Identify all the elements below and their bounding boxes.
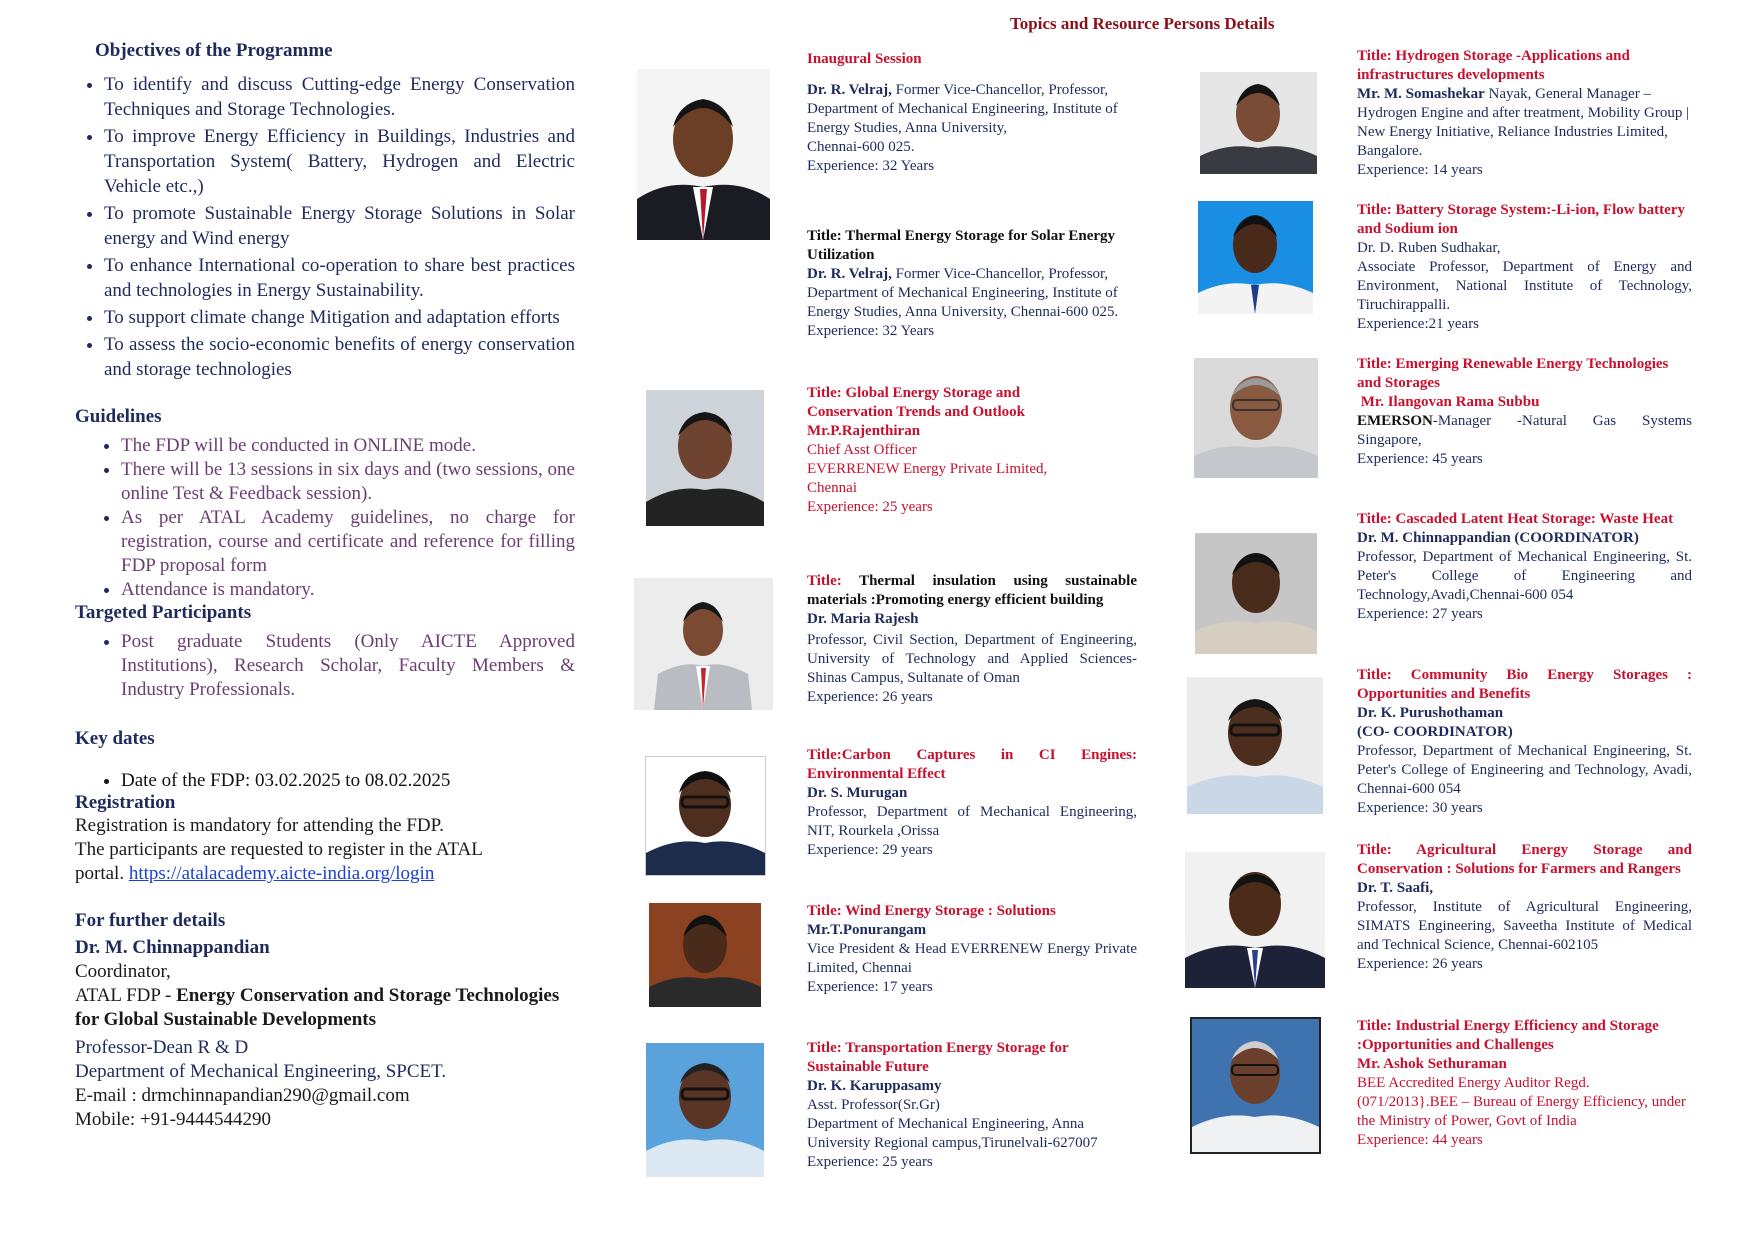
speaker-name: Mr. Ilangovan Rama Subbu [1357, 394, 1540, 410]
speaker-experience: Experience: 26 years [807, 689, 933, 705]
speaker-photo [646, 390, 764, 526]
list-item: • To promote Sustainable Energy Storage Solutions in Solar energy and Wind energy [104, 201, 575, 251]
session-title: Title: Industrial Energy Efficiency and Storage :Opportunities and Challenges [1357, 1018, 1659, 1053]
guidelines-list [75, 434, 575, 602]
session-title: Title: Community Bio Energy Storages : Opportunities and Benefits [1357, 667, 1692, 702]
session-title [807, 572, 1137, 610]
session-speaker [807, 265, 1127, 322]
session-speaker [1357, 85, 1692, 161]
list-item: • The FDP will be conducted in ONLINE mode. [121, 434, 575, 458]
speaker-desc: Professor, Department of Mechanical Engineering, St. Peter's College of Engineering and Technology, Avadi, Chennai-600 054 [1357, 743, 1692, 797]
registration-text [75, 814, 575, 886]
session-title: Title: Hydrogen Storage -Applications and infrastructures developments [1357, 48, 1630, 83]
contact-designation: Professor-Dean R & D [75, 1037, 249, 1058]
speaker-desc: Professor, Civil Section, Department of Engineering, University of Technology and Applied Sciences-Shinas Campus, Sultanate of Oman [807, 632, 1137, 686]
speaker-photo [1187, 677, 1323, 814]
session-title: Title: Global Energy Storage and Conservation Trends and Outlook [807, 385, 1025, 420]
org-name: EMERSON [1357, 413, 1433, 429]
speaker-photo [634, 578, 773, 710]
contact-program [75, 984, 575, 1032]
speaker-photo [645, 756, 766, 876]
speaker-role: Chief Asst Officer [807, 442, 917, 458]
speaker-experience: Experience: 25 years [807, 499, 933, 515]
registration-heading: Registration [75, 792, 176, 813]
contact-department: Department of Mechanical Engineering, SPCET. [75, 1061, 447, 1082]
topics-title: Topics and Resource Persons Details [1010, 14, 1275, 33]
objectives-heading: Objectives of the Programme [95, 40, 333, 61]
list-item: • There will be 13 sessions in six days and (two sessions, one online Test & Feedback session). [121, 458, 575, 506]
key-dates-heading: Key dates [75, 728, 155, 749]
session-block [1357, 841, 1692, 974]
session-title: Title: Battery Storage System:-Li-ion, Flow battery and Sodium ion [1357, 202, 1685, 237]
speaker-desc: Former Vice-Chancellor, Professor, Department of Mechanical Engineering, Institute of Energy Studies, Anna University, Chennai-600 025. [807, 266, 1119, 320]
session-block [807, 902, 1137, 997]
speaker-role: (CO- COORDINATOR) [1357, 724, 1513, 740]
speaker-name: Dr. K. Karuppasamy [807, 1078, 942, 1094]
program-prefix: ATAL FDP - [75, 985, 177, 1006]
speaker-experience: Experience: 45 years [1357, 451, 1483, 467]
session-title: Title: Wind Energy Storage : Solutions [807, 903, 1056, 919]
session-block [807, 746, 1137, 860]
speaker-photo [646, 1043, 764, 1177]
speaker-photo [649, 903, 761, 1007]
list-item: • To identify and discuss Cutting-edge Energy Conservation Techniques and Storage Technologies. [104, 72, 575, 122]
speaker-extra: Chennai-600 025. [807, 139, 915, 155]
speaker-experience: Experience: 32 Years [807, 323, 935, 339]
targeted-list [75, 630, 575, 702]
speaker-experience: Experience:21 years [1357, 316, 1480, 332]
contact-email: E-mail : drmchinnapandian290@gmail.com [75, 1085, 410, 1106]
registration-prefix: portal. [75, 863, 129, 884]
session-block [807, 1039, 1137, 1172]
session-block [1357, 666, 1692, 818]
speaker-name: Dr. K. Purushothaman [1357, 705, 1504, 721]
speaker-photo [1190, 1017, 1321, 1154]
registration-line: The participants are requested to register in the ATAL [75, 839, 483, 860]
contact-block [75, 936, 575, 1132]
list-item: • Post graduate Students (Only AICTE Approved Institutions), Research Scholar, Faculty Members & Industry Professionals. [121, 630, 575, 702]
session-speaker [807, 81, 1132, 138]
speaker-photo [1198, 201, 1313, 314]
session-title: Title: Cascaded Latent Heat Storage: Waste Heat [1357, 511, 1674, 527]
list-item: • Attendance is mandatory. [121, 578, 575, 602]
session-block [807, 227, 1127, 341]
speaker-desc: Professor, Department of Mechanical Engineering, St. Peter's College of Engineering and Technology,Avadi,Chennai-600 054 [1357, 549, 1692, 603]
speaker-photo [1194, 358, 1318, 478]
speaker-experience: Experience: 17 years [807, 979, 933, 995]
speaker-experience: Experience: 25 years [807, 1154, 933, 1170]
session-block [807, 384, 1097, 517]
speaker-photo [1185, 852, 1325, 988]
speaker-photo [1195, 533, 1317, 654]
speaker-experience: Experience: 14 years [1357, 162, 1483, 178]
registration-line [75, 862, 575, 886]
session-title: Title: Agricultural Energy Storage and Conservation : Solutions for Farmers and Rangers [1357, 842, 1692, 877]
session-title: Title:Carbon Captures in CI Engines: Environmental Effect [807, 747, 1137, 782]
targeted-heading: Targeted Participants [75, 602, 252, 623]
speaker-experience: Experience: 44 years [1357, 1132, 1483, 1148]
list-item: • To assess the socio-economic benefits of energy conservation and storage technologies [104, 332, 575, 382]
session-block [807, 572, 1137, 707]
session-block [807, 50, 1132, 176]
speaker-photo [1200, 72, 1317, 174]
speaker-desc: Department of Mechanical Engineering, Anna University Regional campus,Tirunelvali-627007 [807, 1116, 1098, 1151]
speaker-desc: Vice President & Head EVERRENEW Energy Private Limited, Chennai [807, 941, 1137, 976]
speaker-photo [637, 69, 770, 240]
session-title: Title: Thermal Energy Storage for Solar Energy Utilization [807, 228, 1116, 263]
contact-mobile: Mobile: +91-9444544290 [75, 1109, 271, 1130]
session-block [1357, 47, 1692, 180]
speaker-name: Dr. R. Velraj, [807, 266, 892, 282]
session-block [1357, 201, 1692, 334]
speaker-name: Mr.P.Rajenthiran [807, 423, 921, 439]
session-title: Title: Emerging Renewable Energy Technologies and Storages [1357, 356, 1669, 391]
speaker-name: Dr. Maria Rajesh [807, 611, 919, 627]
speaker-experience: Experience: 32 Years [807, 158, 935, 174]
speaker-name: Dr. D. Ruben Sudhakar, [1357, 240, 1501, 256]
speaker-name: Dr. M. Chinnappandian (COORDINATOR) [1357, 530, 1639, 546]
list-item: • Date of the FDP: 03.02.2025 to 08.02.2025 [121, 770, 575, 792]
speaker-experience: Experience: 27 years [1357, 606, 1483, 622]
speaker-name: Dr. S. Murugan [807, 785, 908, 801]
key-dates-list [75, 770, 575, 792]
title-text: Thermal insulation using sustainable materials :Promoting energy efficient building [807, 573, 1137, 608]
speaker-name: Mr. M. Somashekar [1357, 86, 1485, 102]
list-item: • To support climate change Mitigation and adaptation efforts [104, 305, 575, 330]
speaker-desc: Associate Professor, Department of Energy and Environment, National Institute of Technology, Tiruchirappalli. [1357, 259, 1692, 313]
session-title: Inaugural Session [807, 51, 922, 67]
org-desc: -Manager -Natural Gas Systems Singapore, [1357, 413, 1692, 448]
speaker-experience: Experience: 29 years [807, 842, 933, 858]
speaker-name: Mr. Ashok Sethuraman [1357, 1056, 1507, 1072]
title-prefix: Title: [807, 573, 842, 589]
speaker-org: EVERRENEW Energy Private Limited, Chennai [807, 461, 1048, 496]
speaker-experience: Experience: 26 years [1357, 956, 1483, 972]
speaker-desc: BEE Accredited Energy Auditor Regd. (071/2013}.BEE – Bureau of Energy Efficiency, under the Ministry of Power, Govt of India [1357, 1075, 1686, 1129]
speaker-desc: Former Vice-Chancellor, Professor, Department of Mechanical Engineering, Institute of Energy Studies, Anna University, [807, 82, 1118, 136]
speaker-name: Dr. R. Velraj, [807, 82, 892, 98]
guidelines-heading: Guidelines [75, 406, 162, 427]
session-block [1357, 355, 1692, 469]
contact-name: Dr. M. Chinnappandian [75, 937, 270, 958]
registration-line: Registration is mandatory for attending the FDP. [75, 815, 444, 836]
session-block [1357, 510, 1692, 624]
speaker-name: Dr. T. Saafi, [1357, 880, 1433, 896]
speaker-role: Asst. Professor(Sr.Gr) [807, 1097, 940, 1113]
left-column [75, 40, 575, 1132]
list-item: • To enhance International co-operation to share best practices and technologies in Energy Sustainability. [104, 253, 575, 303]
speaker-experience: Experience: 30 years [1357, 800, 1483, 816]
objectives-list [75, 72, 575, 382]
speaker-name: Mr.T.Ponurangam [807, 922, 927, 938]
session-block [1357, 1017, 1692, 1150]
further-details-heading: For further details [75, 910, 226, 931]
program-title: Energy Conservation and Storage Technologies for Global Sustainable Developments [75, 985, 560, 1030]
session-title: Title: Transportation Energy Storage for Sustainable Future [807, 1040, 1069, 1075]
speaker-desc: Professor, Department of Mechanical Engineering, NIT, Rourkela ,Orissa [807, 804, 1137, 839]
speaker-desc: Nayak, General Manager – Hydrogen Engine and after treatment, Mobility Group | New Energy Initiative, Reliance Industries Limited, Bangalore. [1357, 86, 1690, 159]
atal-portal-link[interactable]: https://atalacademy.aicte-india.org/login [128, 863, 435, 884]
list-item: • To improve Energy Efficiency in Buildings, Industries and Transportation System( Battery, Hydrogen and Electric Vehicle etc.,) [104, 124, 575, 199]
speaker-org [1357, 412, 1692, 450]
list-item: • As per ATAL Academy guidelines, no charge for registration, course and certificate and reference for filling FDP proposal form [121, 506, 575, 578]
speaker-desc: Professor, Institute of Agricultural Engineering, SIMATS Engineering, Saveetha Institute of Medical and Technical Science, Chennai-602105 [1357, 899, 1692, 953]
contact-role: Coordinator, [75, 961, 171, 982]
